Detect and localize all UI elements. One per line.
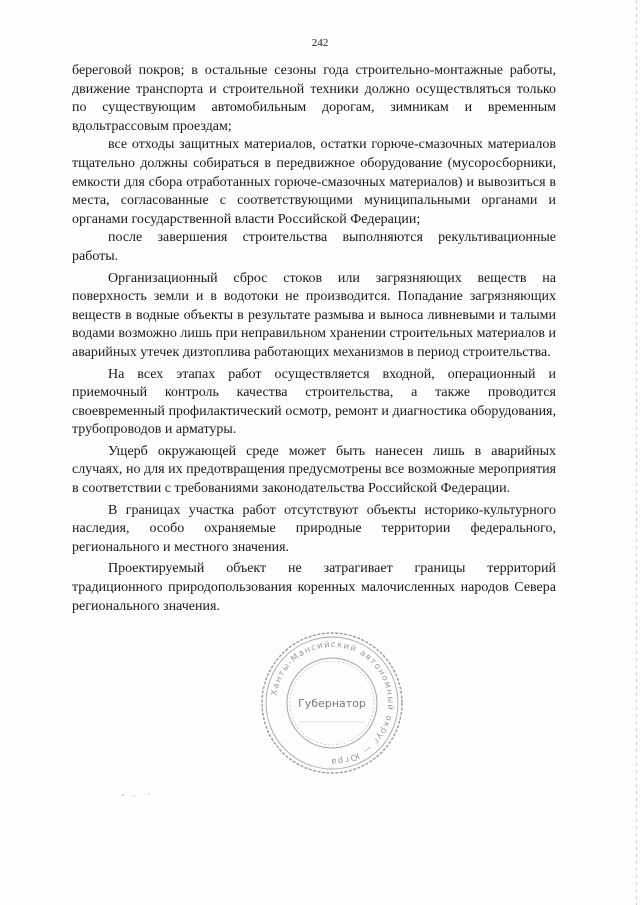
paragraph-heritage-objects: В границах участка работ отсутствуют объекты историко-культурного наследия, особо охраняемые природные территории федерального, регионального и местного значения. bbox=[72, 502, 556, 555]
page-number: 242 bbox=[311, 37, 329, 49]
official-seal-stamp bbox=[259, 630, 405, 776]
document-body bbox=[72, 62, 556, 616]
paragraph-environmental-damage: Ущерб окружающей среде может быть нанесен лишь в аварийных случаях, но для их предотвращения предусмотрены все возможные мероприятия в соответствии с требованиями законодательства Российской Федерации. bbox=[72, 443, 556, 497]
scan-speck-marks bbox=[120, 790, 160, 800]
seal-ring-text: Ханты-Мансийский автономный округ — Югра bbox=[269, 639, 396, 767]
paragraph-waste-materials: все отходы защитных материалов, остатки горюче-смазочных материалов тщательно должны собираться в передвижное оборудование (мусоросборники, емкости для сбора отработанных горюче-смазочных материалов) и вывозиться в места, согласованные с соответствующими муниципальными органами и органами государственной власти Российской Федерации; bbox=[72, 137, 556, 227]
seal-graphic bbox=[259, 630, 405, 776]
scan-edge-line bbox=[636, 0, 637, 905]
paragraph-recultivation: после завершения строительства выполняются рекультивационные работы. bbox=[72, 230, 556, 264]
paragraph-quality-control: На всех этапах работ осуществляется входной, операционный и приемочный контроль качества строительства, а также проводится своевременный профилактический осмотр, ремонт и диагностика оборудования, трубопроводов и арматуры. bbox=[72, 366, 556, 438]
paragraph-traditional-territories: Проектируемый объект не затрагивает границы территорий традиционного природопользования коренных малочисленных народов Севера регионального значения. bbox=[72, 561, 556, 614]
seal-center-label: Губернатор bbox=[298, 697, 366, 710]
paragraph-shore-cover: береговой покров; в остальные сезоны года строительно-монтажные работы, движение транспорта и строительной техники должно осуществляться только по существующим автомобильным дорогам, зимникам и временным вдольтрассовым проездам; bbox=[72, 63, 556, 134]
speck-graphic bbox=[120, 790, 160, 800]
paragraph-runoff: Организационный сброс стоков или загрязняющих веществ на поверхность земли и в водотоки не производится. Попадание загрязняющих веществ в водные объекты в результате размыва и выноса ливневыми и талыми водами возможно лишь при неправильном хранении строительных материалов и аварийных утечек дизтоплива работающих механизмов в период строительства. bbox=[72, 270, 556, 360]
